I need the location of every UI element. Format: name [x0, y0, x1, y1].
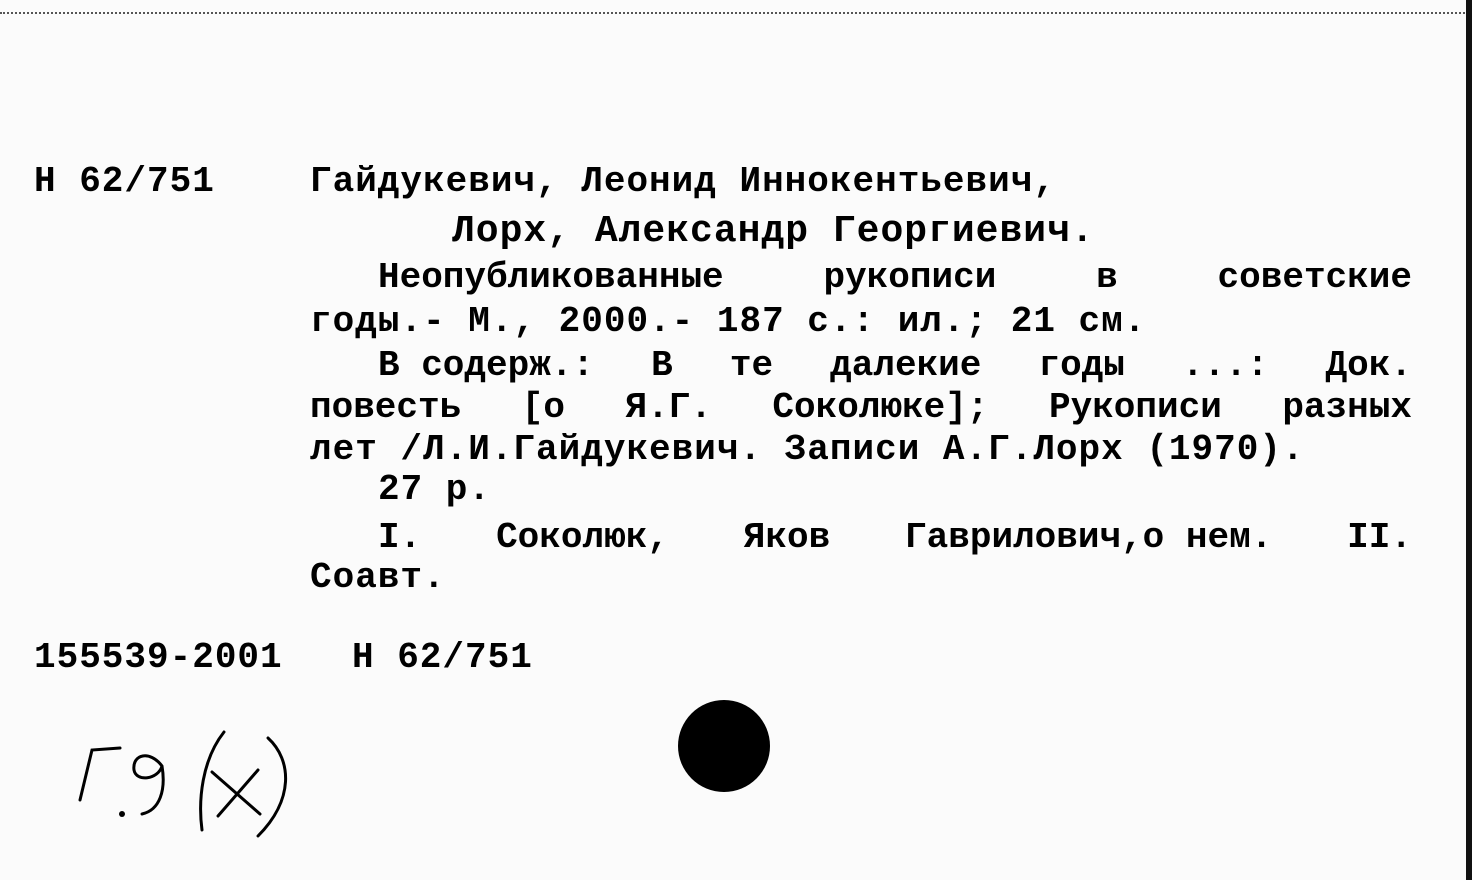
contents-word: Соколюке]; [772, 387, 989, 428]
subject-line: Соавт. [310, 557, 446, 598]
title-word: в [1096, 257, 1118, 298]
coauthor-line: Лорх, Александр Георгиевич. [452, 210, 1095, 253]
contents-word: Рукописи [1048, 387, 1222, 428]
imprint-line: годы.- М., 2000.- 187 с.: ил.; 21 см. [310, 301, 1147, 342]
contents-word: Я.Г. [625, 387, 712, 428]
contents-line [310, 386, 1412, 430]
contents-word: ...: [1182, 345, 1269, 386]
subject-word: Яков [743, 517, 831, 558]
subject-word: Соколюк, [496, 517, 669, 558]
contents-word: разных [1282, 387, 1412, 428]
subject-word: Гаврилович,о нем. [905, 517, 1273, 558]
inventory-call-number: Н 62/751 [352, 637, 533, 678]
contents-line [378, 344, 1412, 388]
subject-word: II. [1347, 517, 1412, 558]
top-dotted-rule [0, 12, 1472, 14]
card-punch-hole [678, 700, 770, 792]
title-word: советские [1217, 257, 1412, 298]
title-line [378, 256, 1412, 300]
contents-word: Док. [1325, 345, 1412, 386]
call-number: Н 62/751 [34, 161, 215, 202]
subject-word: I. [378, 517, 422, 558]
title-word: рукописи [823, 257, 997, 298]
contents-word: те [729, 345, 774, 386]
subject-line [378, 516, 1412, 560]
contents-word: далекие [830, 345, 982, 386]
handwritten-mark [62, 710, 322, 850]
contents-word: годы [1038, 345, 1125, 386]
author-line: Гайдукевич, Леонид Иннокентьевич, [310, 161, 1056, 202]
price-line: 27 р. [378, 469, 492, 510]
contents-word: [о [521, 387, 565, 428]
card-right-edge [1466, 0, 1472, 880]
contents-word: В [651, 345, 673, 386]
contents-word: В содерж.: [378, 345, 595, 386]
contents-line: лет /Л.И.Гайдукевич. Записи А.Г.Лорх (1970). [310, 429, 1305, 470]
inventory-number: 155539-2001 [34, 637, 283, 678]
contents-word: повесть [310, 387, 462, 428]
title-word: Неопубликованные [378, 257, 724, 298]
